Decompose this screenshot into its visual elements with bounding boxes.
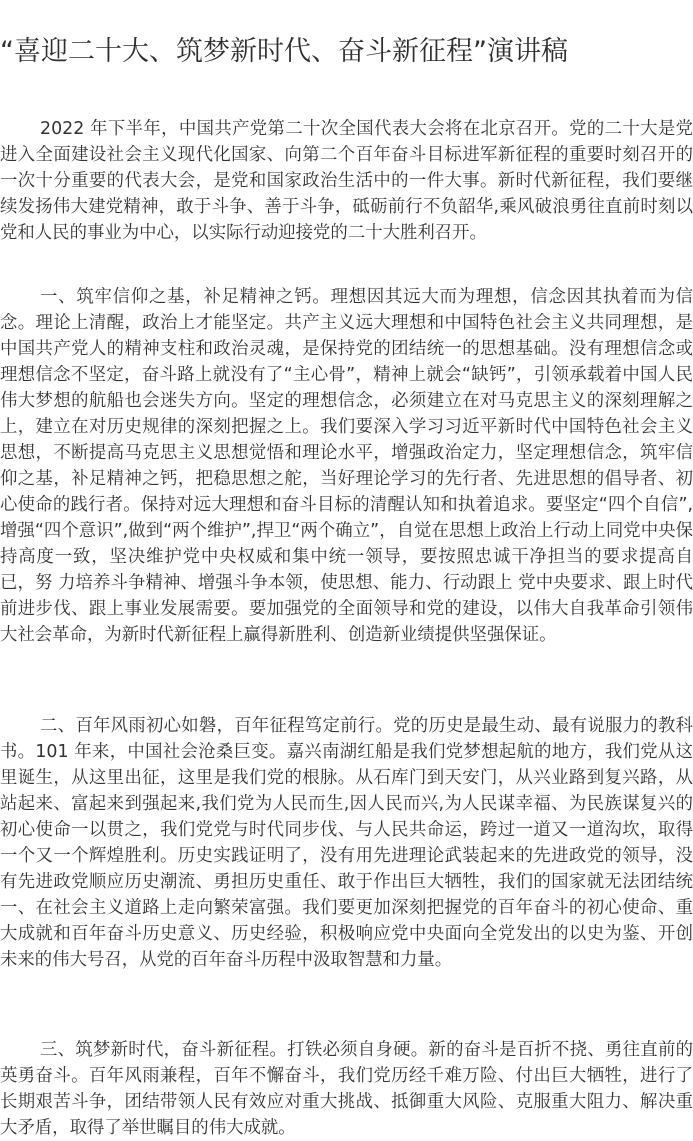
paragraph-intro: 2022 年下半年，中国共产党第二十次全国代表大会将在北京召开。党的二十大是党进入全面建设社会主义现代化国家、向第二个百年奋斗目标进军新征程的重要时刻召开的一次十分重要的代表大会，是党和国家政治生活中的一件大事。新时代新征程，我们要继续发扬伟大建党精神，敢于斗争、善于斗争，砥砺前行不负韶华,乘风破浪勇往直前时刻以党和人民的事业为中心，以实际行动迎接党的二十大胜利召开。 (0, 119, 693, 243)
paragraph-section-1: 一、筑牢信仰之基，补足精神之钙。理想因其远大而为理想，信念因其执着而为信念。理论上清醒，政治上才能坚定。共产主义远大理想和中国特色社会主义共同理想，是中国共产党人的精神支柱和政治灵魂，是保持党的团结统一的思想基础。没有理想信念或理想信念不坚定，奋斗路上就没有了“主心骨”，精神上就会“缺钙”，引领承载着中国人民伟大梦想的航船也会迷失方向。坚定的理想信念，必须建立在对马克思主义的深刻理解之上，建立在对历史规律的深刻把握之上。我们要深入学习习近平新时代中国特色社会主义思想，不断提高马克思主义思想觉悟和理论水平，增强政治定力，坚定理想信念，筑牢信仰之基，补足精神之钙，把稳思想之舵，当好理论学习的先行者、先进思想的倡导者、初心使命的践行者。保持对远大理想和奋斗目标的清醒认知和执着追求。要坚定“四个自信”,增强“四个意识”,做到“两个维护”,捍卫“两个确立”，自觉在思想上政治上行动上同党中央保持高度一致，坚决维护党中央权威和集中统一领导，要按照忠诚干净担当的要求提高自已，努 力培养斗争精神、增强斗争本领，使思想、能力、行动跟上 党中央要求、跟上时代前进步伐、跟上事业发展需要。要加强党的全面领导和党的建设，以伟大自我革命引领伟大社会革命，为新时代新征程上赢得新胜利、创造新业绩提供坚强保证。 (0, 287, 693, 645)
document-title: “喜迎二十大、筑梦新时代、奋斗新征程”演讲稿 (0, 36, 568, 67)
paragraph-section-3: 三、筑梦新时代，奋斗新征程。打铁必须自身硬。新的奋斗是百折不挠、勇往直前的英勇奋斗。百年风雨兼程，百年不懈奋斗，我们党历经千难万险、付出巨大牺牲，进行了长期艰苦斗争，团结带领人民有效应对重大挑战、抵御重大风险、克服重大阻力、解决重大矛盾，取得了举世瞩目的伟大成就。 (0, 1040, 693, 1138)
paragraph-section-2: 二、百年风雨初心如磐，百年征程笃定前行。党的历史是最生动、最有说服力的教科书。101 年来，中国社会沧桑巨变。嘉兴南湖红船是我们党梦想起航的地方，我们党从这里诞生，从这里出征，这里是我们党的根脉。从石库门到天安门，从兴业路到复兴路，从站起来、富起来到强起来,我们党为人民而生,因人民而兴,为人民谋幸福、为民族谋复兴的初心使命一以贯之，我们党党与时代同步伐、与人民共命运，跨过一道又一道沟坎，取得一个又一个辉煌胜利。历史实践证明了，没有用先进理论武装起来的先进政党的领导，没有先进政党顺应历史潮流、勇担历史重任、敢于作出巨大牺牲，我们的国家就无法团结统一、在社会主义道路上走向繁荣富强。我们要更加深刻把握党的百年奋斗的初心使命、重大成就和百年奋斗历史意义、历史经验，积极响应党中央面向全党发出的以史为鉴、开创未来的伟大号召，从党的百年奋斗历程中汲取智慧和力量。 (0, 716, 693, 970)
